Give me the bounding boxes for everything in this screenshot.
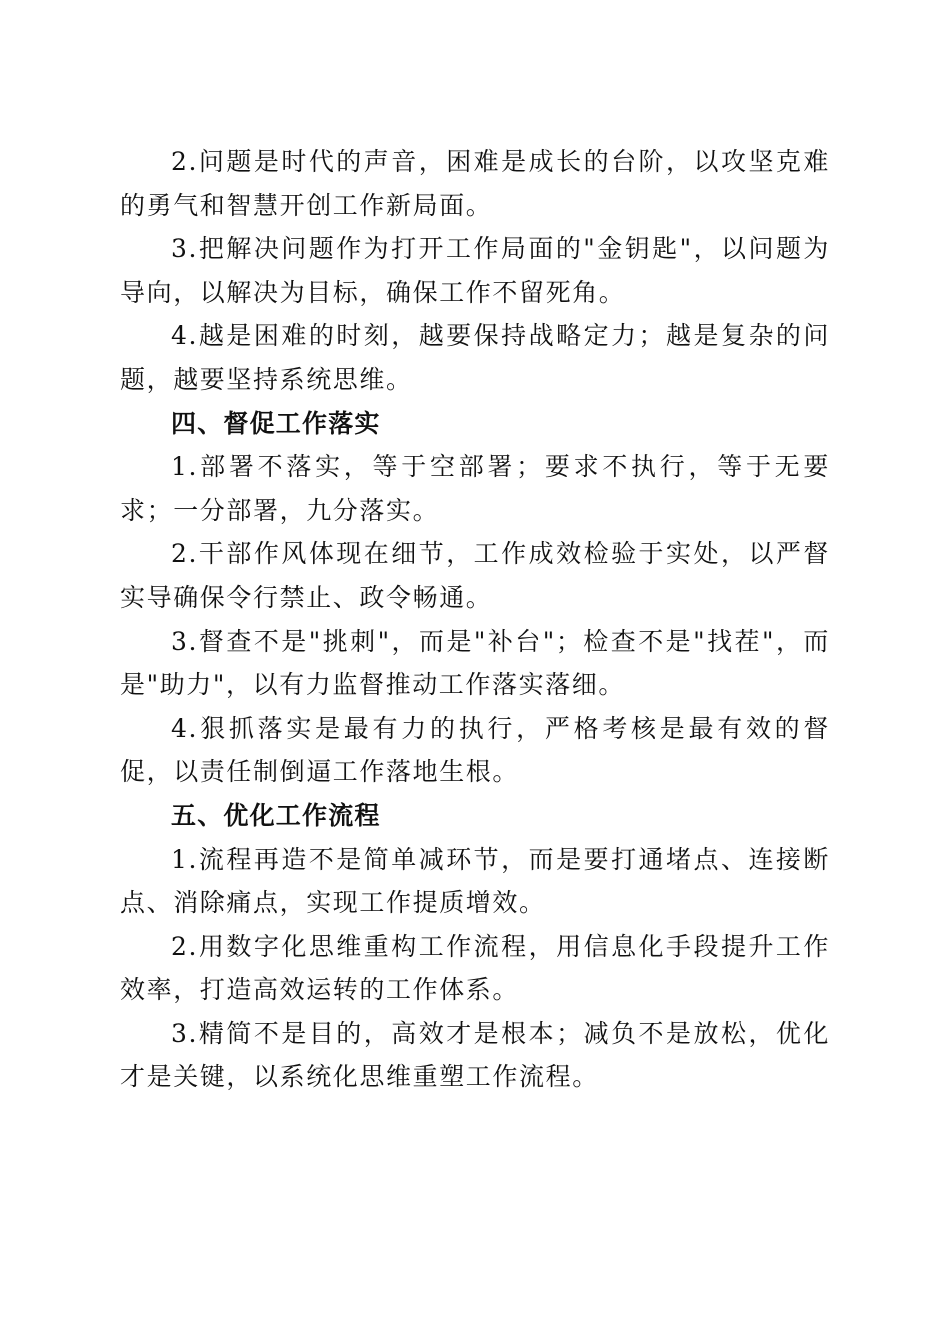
paragraph-problem-4: 4.越是困难的时刻，越要保持战略定力；越是复杂的问题，越要坚持系统思维。 <box>120 321 830 394</box>
paragraph-supervise-2: 2.干部作风体现在细节，工作成效检验于实处，以严督实导确保令行禁止、政令畅通。 <box>120 539 830 612</box>
paragraph-problem-3: 3.把解决问题作为打开工作局面的"金钥匙"，以问题为导向，以解决为目标，确保工作不留死角。 <box>120 234 830 307</box>
paragraph-supervise-3: 3.督查不是"挑刺"，而是"补台"；检查不是"找茬"，而是"助力"，以有力监督推动工作落实落细。 <box>120 626 830 700</box>
paragraph-optimize-1: 1.流程再造不是简单减环节，而是要打通堵点、连接断点、消除痛点，实现工作提质增效。 <box>120 844 830 918</box>
section-heading-optimize: 五、优化工作流程 <box>171 800 381 830</box>
paragraph-optimize-2: 2.用数字化思维重构工作流程，用信息化手段提升工作效率，打造高效运转的工作体系。 <box>120 931 830 1005</box>
document-body <box>120 140 830 1099</box>
section-heading-supervise: 四、督促工作落实 <box>171 408 381 438</box>
paragraph-supervise-4: 4.狠抓落实是最有力的执行，严格考核是最有效的督促，以责任制倒逼工作落地生根。 <box>120 713 830 787</box>
paragraph-optimize-3: 3.精简不是目的，高效才是根本；减负不是放松，优化才是关键，以系统化思维重塑工作流程。 <box>120 1018 830 1092</box>
paragraph-problem-2: 2.问题是时代的声音，困难是成长的台阶，以攻坚克难的勇气和智慧开创工作新局面。 <box>120 147 830 220</box>
paragraph-supervise-1: 1.部署不落实，等于空部署；要求不执行，等于无要求；一分部署，九分落实。 <box>120 452 830 525</box>
